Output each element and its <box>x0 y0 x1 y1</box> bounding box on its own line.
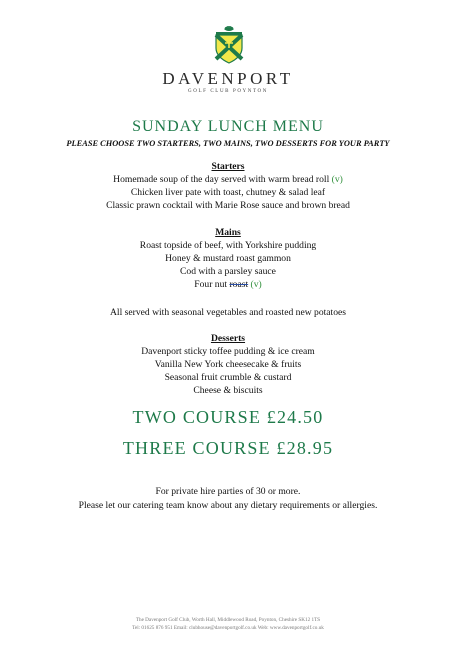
desserts-section <box>0 332 456 397</box>
brand-tagline: GOLF CLUB POYNTON <box>188 89 268 94</box>
club-crest-icon <box>213 26 245 64</box>
dietary-note: Please let our catering team know about any dietary requirements or allergies. <box>78 500 378 511</box>
starters-heading: Starters <box>211 161 245 172</box>
starter-item: Homemade soup of the day served with warm bread roll (v) <box>113 174 343 185</box>
serving-note: All served with seasonal vegetables and roasted new potatoes <box>109 307 347 318</box>
club-contact: Tel: 01625 876 951 Email: clubhouse@davenportgolf.co.uk Web: www.davenportgolf.co.uk <box>132 625 324 631</box>
starter-item: Chicken liver pate with toast, chutney & salad leaf <box>130 187 326 198</box>
mains-heading: Mains <box>215 227 241 238</box>
dessert-item: Cheese & biscuits <box>193 385 263 396</box>
main-item: Cod with a parsley sauce <box>180 266 276 277</box>
mains-section <box>0 226 456 291</box>
dessert-item: Vanilla New York cheesecake & fruits <box>154 359 302 370</box>
menu-title: SUNDAY LUNCH MENU <box>132 118 324 135</box>
two-course-price: TWO COURSE £24.50 <box>132 407 324 427</box>
starter-item: Classic prawn cocktail with Marie Rose sauce and brown bread <box>106 200 350 211</box>
brand-name: DAVENPORT <box>162 69 294 88</box>
vegetarian-mark: (v) <box>250 279 262 290</box>
vegetarian-mark: (v) <box>331 174 343 185</box>
main-item: Honey & mustard roast gammon <box>165 253 291 264</box>
dessert-item: Seasonal fruit crumble & custard <box>164 372 292 383</box>
desserts-heading: Desserts <box>210 333 246 344</box>
struck-word: roast <box>229 279 249 290</box>
main-item: Four nut roast (v) <box>194 279 262 290</box>
main-item: Roast topside of beef, with Yorkshire pudding <box>139 240 317 251</box>
starters-section <box>0 160 456 212</box>
dessert-item: Davenport sticky toffee pudding & ice cream <box>141 346 315 357</box>
private-hire-note: For private hire parties of 30 or more. <box>155 486 301 497</box>
menu-subtitle: PLEASE CHOOSE TWO STARTERS, TWO MAINS, TWO DESSERTS FOR YOUR PARTY <box>66 139 390 148</box>
club-address: The Davenport Golf Club, Worth Hall, Middlewood Road, Poynton, Cheshire SK12 1TS <box>135 617 321 623</box>
three-course-price: THREE COURSE £28.95 <box>122 438 334 458</box>
